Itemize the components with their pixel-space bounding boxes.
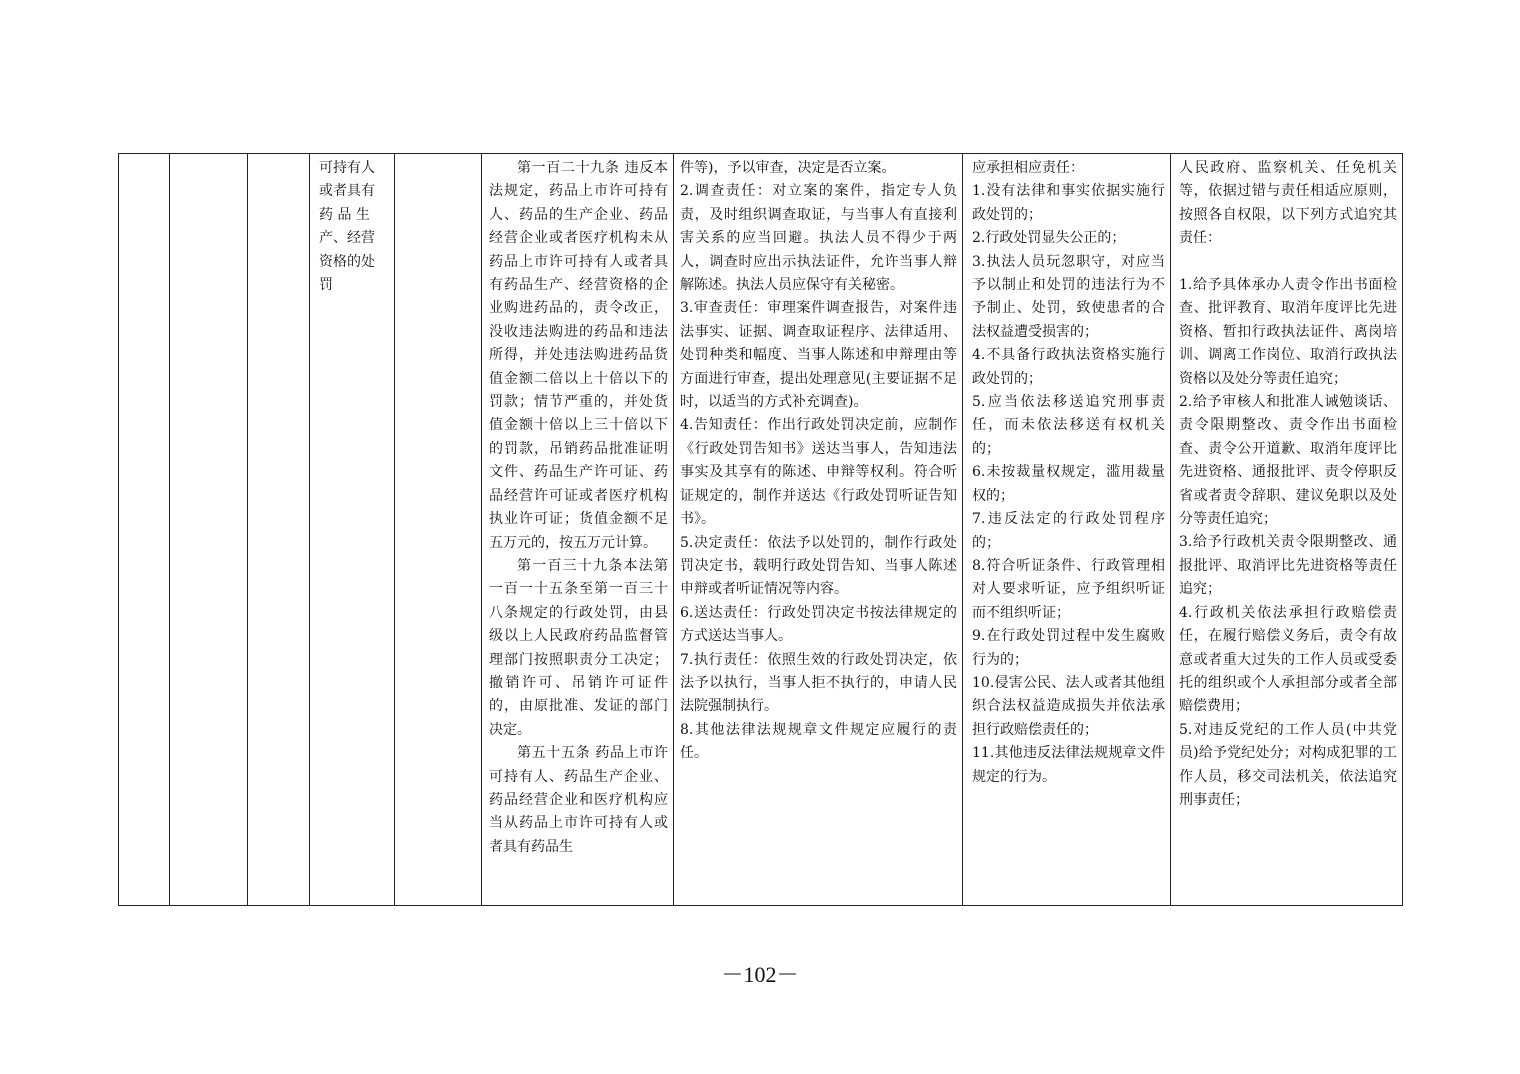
accountability-item: 9.在行政处罚过程中发生腐败行为的； bbox=[972, 628, 1165, 668]
legal-basis-cell bbox=[482, 154, 674, 906]
pursuit-item: 2.给予审核人和批准人诫勉谈话、责令限期整改、责令作出书面检查、责令公开道歉、取消年度评比先进资格、通报批评、责令停职反省或者责令辞职、建议免职以及处分等责任追究； bbox=[1179, 394, 1397, 528]
accountability-item: 11.其他违反法律法规规章文件规定的行为。 bbox=[972, 745, 1165, 785]
pursuit-item: 4.行政机关依法承担行政赔偿责任，在履行赔偿义务后，责令有故意或者重大过失的工作人员或受委托的组织或个人承担部分或者全部赔偿费用； bbox=[1179, 604, 1397, 715]
accountability-item: 5.应当依法移送追究刑事责任，而未依法移送有权机关的； bbox=[972, 394, 1165, 457]
responsibility-cell bbox=[674, 154, 963, 906]
empty-cell-col2 bbox=[170, 154, 248, 906]
item-name-line: 产、经营 bbox=[319, 230, 375, 247]
empty-cell-col1 bbox=[119, 154, 170, 906]
accountability-item: 4.不具备行政执法资格实施行政处罚的； bbox=[972, 347, 1165, 387]
accountability-item: 3.执法人员玩忽职守，对应当予以制止和处罚的违法行为不予制止、处罚，致使患者的合法权益遭受损害的； bbox=[972, 253, 1165, 340]
empty-cell-col3 bbox=[248, 154, 310, 906]
pursuit-item: 5.对违反党纪的工作人员(中共党员)给予党纪处分；对构成犯罪的工作人员，移交司法机关，依法追究刑事责任； bbox=[1179, 721, 1397, 808]
pursuit-cell bbox=[1171, 154, 1403, 906]
table-row bbox=[119, 154, 1403, 906]
item-name-line: 或者具有 bbox=[319, 183, 375, 200]
accountability-item: 6.未按裁量权规定，滥用裁量权的； bbox=[972, 464, 1165, 504]
accountability-item: 1.没有法律和事实依据实施行政处罚的； bbox=[972, 183, 1165, 223]
responsibility-item: 7.执行责任：依照生效的行政处罚决定，依法予以执行，当事人拒不执行的，申请人民法院强制执行。 bbox=[680, 651, 957, 715]
pursuit-item: 3.给予行政机关责令限期整改、通报批评、取消评比先进资格等责任追究； bbox=[1179, 534, 1397, 598]
responsibility-item: 5.决定责任：依法予以处罚的，制作行政处罚决定书，载明行政处罚告知、当事人陈述申辩或者听证情况等内容。 bbox=[680, 534, 957, 598]
pursuit-item: 人民政府、监察机关、任免机关等，依据过错与责任相适应原则，按照各自权限，以下列方式追究其责任： bbox=[1179, 160, 1397, 247]
legal-basis-article: 第五十五条 药品上市许可持有人、药品生产企业、药品经营企业和医疗机构应当从药品上市许可持有人或者具有药品生 bbox=[489, 745, 668, 855]
page-number: －102－ bbox=[721, 962, 799, 987]
responsibility-item: 8.其他法律法规规章文件规定应履行的责任。 bbox=[680, 721, 957, 762]
responsibility-item: 6.送达责任：行政处罚决定书按法律规定的方式送达当事人。 bbox=[680, 604, 957, 645]
responsibility-item: 4.告知责任：作出行政处罚决定前，应制作《行政处罚告知书》送达当事人，告知违法事实及其享有的陈述、申辩等权利。符合听证规定的，制作并送达《行政处罚听证告知书》。 bbox=[680, 417, 957, 528]
legal-basis-article: 第一百三十九条本法第一百一十五条至第一百三十八条规定的行政处罚，由县级以上人民政府药品监督管理部门按照职责分工决定；撤销许可、吊销许可证件的，由原批准、发证的部门决定。 bbox=[489, 557, 668, 738]
item-name-cell bbox=[310, 154, 395, 906]
empty-cell-col5 bbox=[395, 154, 482, 906]
item-name-line: 资格的处 bbox=[319, 253, 375, 270]
legal-basis-article: 第一百二十九条 违反本法规定，药品上市许可持有人、药品的生产企业、药品经营企业或者医疗机构未从药品上市许可持有人或者具有药品生产、经营资格的企业购进药品的，责令改正，没收违法购进的药品和违法所得，并处违法购进药品货值金额二倍以上十倍以下的罚款；情节严重的，并处货值金额十倍以上三十倍以下的罚款，吊销药品批准证明文件、药品生产许可证、药品经营许可证或者医疗机构执业许可证；货值金额不足五万元的，按五万元计算。 bbox=[489, 160, 668, 551]
item-name-line: 可持有人 bbox=[319, 160, 375, 176]
accountability-item: 10.侵害公民、法人或者其他组织合法权益造成损失并依法承担行政赔偿责任的； bbox=[972, 674, 1165, 738]
accountability-item: 应承担相应责任： bbox=[972, 160, 1084, 176]
responsibility-item: 件等)，予以审查，决定是否立案。 bbox=[680, 160, 896, 176]
accountability-item: 2.行政处罚显失公正的； bbox=[972, 230, 1126, 247]
item-name-line: 罚 bbox=[319, 277, 333, 294]
item-name-line: 药 品 生 bbox=[319, 206, 370, 223]
accountability-item: 8.符合听证条件、行政管理相对人要求听证，应予组织听证而不组织听证； bbox=[972, 557, 1165, 621]
accountability-cell bbox=[963, 154, 1171, 906]
pursuit-item: 1.给予具体承办人责令作出书面检查、批评教育、取消年度评比先进资格、暂扣行政执法证件、离岗培训、调离工作岗位、取消行政执法资格以及处分等责任追究； bbox=[1179, 277, 1397, 387]
responsibility-item: 3.审查责任：审理案件调查报告，对案件违法事实、证据、调查取证程序、法律适用、处罚种类和幅度、当事人陈述和申辩理由等方面进行审查，提出处理意见(主要证据不足时，以适当的方式补充调查)。 bbox=[680, 300, 957, 411]
accountability-item: 7.违反法定的行政处罚程序的； bbox=[972, 511, 1165, 551]
regulation-table bbox=[118, 153, 1403, 906]
responsibility-item: 2.调查责任：对立案的案件，指定专人负责，及时组织调查取证，与当事人有直接利害关系的应当回避。执法人员不得少于两人，调查时应出示执法证件，允许当事人辩解陈述。执法人员应保守有关秘密。 bbox=[680, 183, 957, 294]
